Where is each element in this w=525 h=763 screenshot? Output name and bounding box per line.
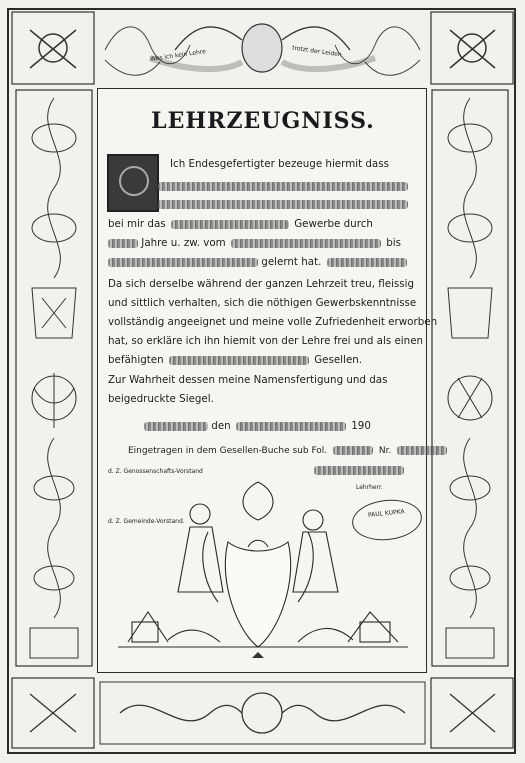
allegorical-illustration: [108, 472, 418, 662]
text-line-8: und sittlich verhalten, sich die nöthigen Gewerbskenntnisse: [108, 297, 417, 309]
text-line-10: hat, so erkläre ich ihn hiemit von der Lehre frei und als einen: [108, 335, 424, 347]
banner-right-text: trotzt der Leiden: [291, 44, 343, 59]
text-line-6: gelernt hat.: [108, 256, 407, 268]
text-line-5: Jahre u. zw. vom bis: [108, 237, 401, 249]
association-label: d. Z. Genossenschafts-Vorstand: [108, 468, 203, 475]
right-ornament-column: [428, 88, 512, 668]
handwritten-name-line: [158, 180, 408, 192]
text-line-12: Zur Wahrheit dessen meine Namensfertigung und das: [108, 374, 388, 386]
date-line: den 190: [144, 420, 371, 432]
bottom-ornament: [10, 676, 515, 752]
top-ornament: [10, 10, 515, 88]
revenue-stamp: [107, 154, 159, 212]
teacher-label: Lehrherr.: [356, 484, 383, 491]
handwritten-origin-line: [158, 198, 408, 210]
certificate-body: [104, 92, 438, 667]
left-ornament-column: [12, 88, 96, 668]
text-line-9: vollständig angeeignet und meine volle Zufriedenheit erworben: [108, 316, 438, 328]
text-line-13: beigedruckte Siegel.: [108, 393, 214, 405]
stamp-text: PAUL KUPKA: [367, 508, 405, 519]
text-line-4: bei mir das Gewerbe durch: [108, 218, 373, 230]
certificate-title: LEHRZEUGNISS.: [151, 108, 375, 134]
banner-left-text: Wes ich kein Lehre: [149, 48, 207, 63]
text-line-11: befähigten Gesellen.: [108, 354, 363, 366]
text-line-7: Da sich derselbe während der ganzen Lehrzeit treu, fleissig: [108, 278, 415, 290]
registry-line: Eingetragen in dem Gesellen-Buche sub Fol. Nr.: [128, 446, 447, 456]
municipal-label: d. Z. Gemeinde-Vorstand.: [108, 518, 185, 525]
text-line-1: Ich Endesgefertigter bezeuge hiermit dass: [170, 158, 389, 170]
